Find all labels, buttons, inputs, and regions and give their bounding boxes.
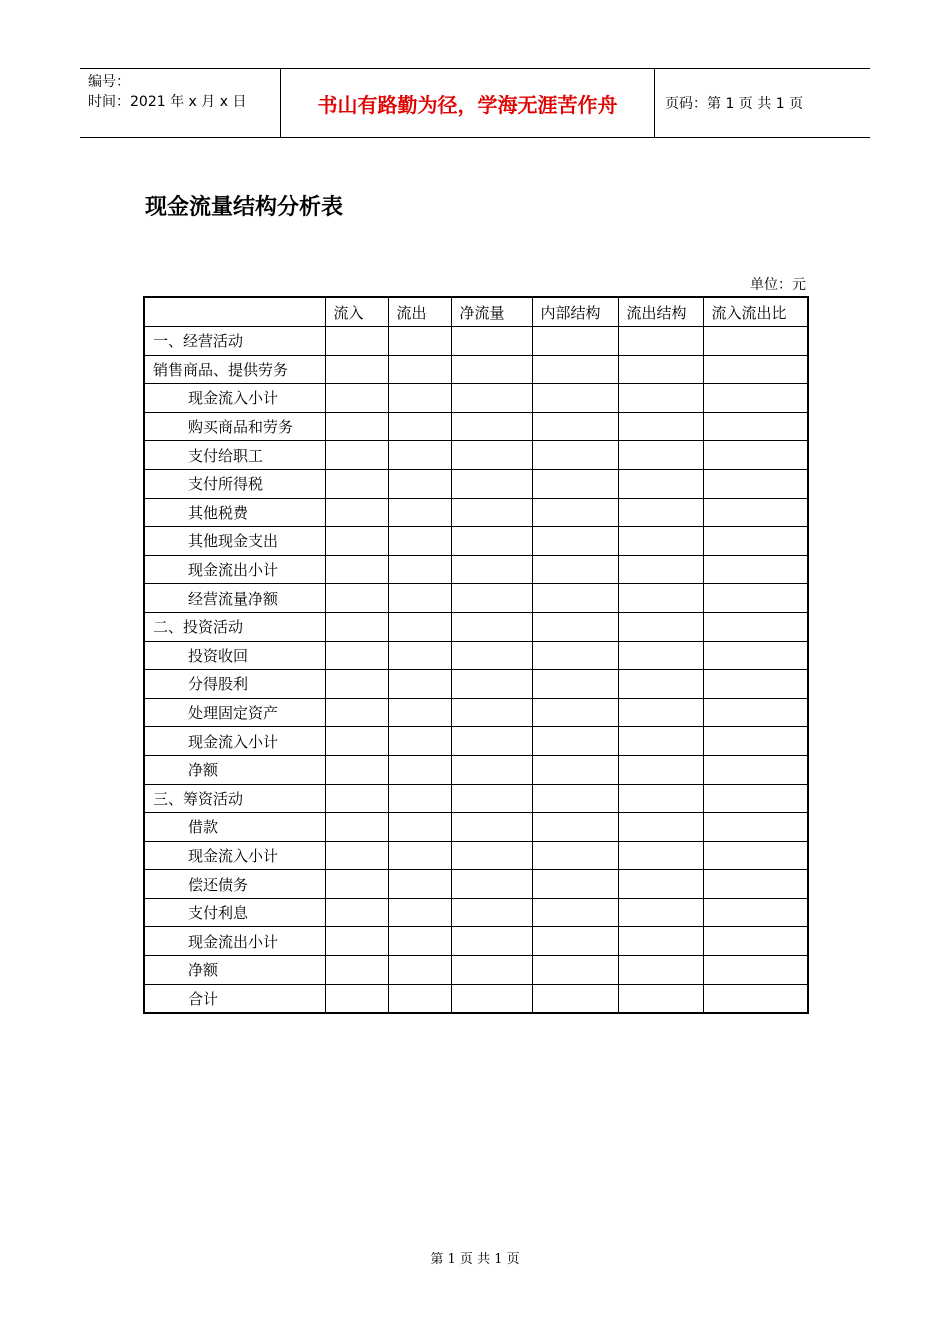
table-cell [451, 612, 532, 641]
table-cell [325, 670, 388, 699]
table-cell [388, 469, 451, 498]
table-cell [532, 469, 618, 498]
row-label: 偿还债务 [144, 870, 325, 899]
table-row [144, 469, 808, 498]
column-header: 流出 [388, 297, 451, 327]
table-cell [325, 412, 388, 441]
table-cell [618, 784, 703, 813]
row-label: 合计 [144, 984, 325, 1013]
table-cell [618, 527, 703, 556]
table-cell [451, 498, 532, 527]
table-cell [388, 698, 451, 727]
table-cell [703, 841, 808, 870]
table-cell [618, 755, 703, 784]
table-cell [325, 727, 388, 756]
table-cell [703, 355, 808, 384]
table-cell [703, 784, 808, 813]
row-label: 现金流入小计 [144, 727, 325, 756]
table-cell [325, 755, 388, 784]
table-cell [388, 727, 451, 756]
table-row [144, 984, 808, 1013]
table-row [144, 584, 808, 613]
table-cell [618, 898, 703, 927]
table-row [144, 527, 808, 556]
table-cell [532, 984, 618, 1013]
column-header: 净流量 [451, 297, 532, 327]
table-cell [703, 641, 808, 670]
table-row [144, 956, 808, 985]
doc-number-label: 编号： [88, 74, 130, 90]
row-label: 支付利息 [144, 898, 325, 927]
table-cell [388, 355, 451, 384]
row-label: 现金流出小计 [144, 555, 325, 584]
table-cell [703, 555, 808, 584]
table-cell [388, 555, 451, 584]
table-row [144, 441, 808, 470]
table-cell [451, 469, 532, 498]
table-cell [325, 555, 388, 584]
table-cell [388, 441, 451, 470]
column-header: 内部结构 [532, 297, 618, 327]
table-cell [388, 498, 451, 527]
row-label: 现金流出小计 [144, 927, 325, 956]
table-cell [703, 727, 808, 756]
table-cell [325, 498, 388, 527]
table-cell [532, 641, 618, 670]
table-cell [532, 755, 618, 784]
table-cell [325, 527, 388, 556]
table-body [144, 297, 808, 1013]
row-label: 净额 [144, 956, 325, 985]
table-cell [388, 412, 451, 441]
table-row [144, 384, 808, 413]
row-label: 二、投资活动 [144, 612, 325, 641]
table-cell [703, 984, 808, 1013]
table-cell [703, 698, 808, 727]
table-cell [325, 612, 388, 641]
table-cell [532, 813, 618, 842]
table-cell [451, 670, 532, 699]
row-label: 投资收回 [144, 641, 325, 670]
table-cell [532, 555, 618, 584]
table-cell [388, 813, 451, 842]
row-label: 支付所得税 [144, 469, 325, 498]
table-cell [618, 870, 703, 899]
header-motto: 书山有路勤为径，学海无涯苦作舟 [281, 69, 655, 137]
row-label: 经营流量净额 [144, 584, 325, 613]
table-row [144, 755, 808, 784]
table-cell [703, 670, 808, 699]
table-cell [703, 927, 808, 956]
page-header [80, 68, 870, 138]
table-cell [388, 327, 451, 356]
table-cell [388, 927, 451, 956]
table-cell [618, 612, 703, 641]
table-cell [618, 670, 703, 699]
table-cell [618, 469, 703, 498]
table-cell [325, 927, 388, 956]
column-header: 流入流出比 [703, 297, 808, 327]
table-cell [618, 498, 703, 527]
table-cell [325, 384, 388, 413]
row-label: 现金流入小计 [144, 384, 325, 413]
table-row [144, 841, 808, 870]
document-title: 现金流量结构分析表 [145, 195, 344, 220]
table-cell [703, 327, 808, 356]
row-label: 销售商品、提供劳务 [144, 355, 325, 384]
table-row [144, 355, 808, 384]
table-cell [618, 327, 703, 356]
table-cell [532, 384, 618, 413]
column-header: 流入 [325, 297, 388, 327]
table-cell [532, 498, 618, 527]
table-row [144, 784, 808, 813]
table-cell [451, 784, 532, 813]
table-cell [618, 584, 703, 613]
table-cell [703, 755, 808, 784]
table-cell [703, 898, 808, 927]
table-cell [451, 898, 532, 927]
table-cell [388, 641, 451, 670]
table-cell [451, 384, 532, 413]
table-cell [532, 612, 618, 641]
table-cell [618, 641, 703, 670]
table-cell [388, 841, 451, 870]
table-cell [618, 555, 703, 584]
row-label: 处理固定资产 [144, 698, 325, 727]
page-footer: 第 1 页 共 1 页 [430, 1252, 520, 1267]
table-cell [325, 469, 388, 498]
table-cell [451, 870, 532, 899]
table-cell [532, 927, 618, 956]
table-cell [618, 927, 703, 956]
table-row [144, 698, 808, 727]
header-page-info: 页码：第 1 页 共 1 页 [665, 96, 804, 112]
table-row [144, 412, 808, 441]
unit-label: 单位：元 [750, 277, 806, 293]
table-cell [532, 870, 618, 899]
table-row [144, 813, 808, 842]
table-cell [703, 469, 808, 498]
table-cell [532, 698, 618, 727]
table-cell [325, 698, 388, 727]
table-cell [388, 956, 451, 985]
table-row [144, 927, 808, 956]
table-cell [325, 355, 388, 384]
row-label: 其他税费 [144, 498, 325, 527]
row-label: 分得股利 [144, 670, 325, 699]
table-row [144, 670, 808, 699]
table-cell [325, 898, 388, 927]
table-cell [325, 870, 388, 899]
table-header-row [144, 297, 808, 327]
table-cell [618, 355, 703, 384]
row-label: 现金流入小计 [144, 841, 325, 870]
table-cell [532, 727, 618, 756]
table-cell [388, 612, 451, 641]
column-header [144, 297, 325, 327]
table-cell [532, 527, 618, 556]
table-row [144, 555, 808, 584]
table-cell [703, 870, 808, 899]
table-cell [532, 898, 618, 927]
table-row [144, 641, 808, 670]
table-cell [618, 984, 703, 1013]
column-header: 流出结构 [618, 297, 703, 327]
table-cell [703, 813, 808, 842]
table-cell [703, 384, 808, 413]
table-cell [451, 412, 532, 441]
table-cell [325, 813, 388, 842]
table-cell [388, 898, 451, 927]
table-cell [388, 755, 451, 784]
table-cell [532, 841, 618, 870]
table-cell [532, 956, 618, 985]
table-cell [532, 412, 618, 441]
table-cell [451, 813, 532, 842]
table-cell [703, 412, 808, 441]
table-cell [388, 584, 451, 613]
table-cell [388, 670, 451, 699]
table-cell [388, 527, 451, 556]
table-cell [451, 555, 532, 584]
table-cell [451, 984, 532, 1013]
table-cell [451, 327, 532, 356]
table-cell [532, 784, 618, 813]
table-cell [451, 927, 532, 956]
table-cell [325, 441, 388, 470]
table-cell [325, 584, 388, 613]
header-meta [80, 69, 281, 137]
table-cell [703, 584, 808, 613]
table-cell [451, 956, 532, 985]
table-cell [451, 841, 532, 870]
row-label: 借款 [144, 813, 325, 842]
table-cell [532, 327, 618, 356]
table-cell [451, 527, 532, 556]
table-cell [618, 384, 703, 413]
table-cell [618, 727, 703, 756]
table-cell [325, 984, 388, 1013]
table-row [144, 612, 808, 641]
row-label: 三、筹资活动 [144, 784, 325, 813]
table-cell [618, 841, 703, 870]
table-row [144, 498, 808, 527]
table-cell [325, 784, 388, 813]
table-cell [703, 441, 808, 470]
table-cell [451, 355, 532, 384]
table-cell [451, 727, 532, 756]
table-cell [618, 412, 703, 441]
row-label: 支付给职工 [144, 441, 325, 470]
table-cell [388, 870, 451, 899]
row-label: 其他现金支出 [144, 527, 325, 556]
table-cell [451, 755, 532, 784]
row-label: 净额 [144, 755, 325, 784]
table-row [144, 727, 808, 756]
table-cell [703, 527, 808, 556]
table-cell [388, 384, 451, 413]
row-label: 一、经营活动 [144, 327, 325, 356]
table-cell [451, 441, 532, 470]
table-cell [618, 813, 703, 842]
table-cell [703, 612, 808, 641]
table-cell [532, 355, 618, 384]
table-cell [325, 641, 388, 670]
table-cell [451, 641, 532, 670]
table-cell [703, 956, 808, 985]
table-cell [451, 584, 532, 613]
table-cell [703, 498, 808, 527]
table-cell [325, 841, 388, 870]
table-cell [618, 956, 703, 985]
table-row [144, 898, 808, 927]
table-cell [532, 441, 618, 470]
cash-flow-table [143, 296, 809, 1014]
table-cell [618, 698, 703, 727]
table-cell [388, 784, 451, 813]
table-cell [618, 441, 703, 470]
table-cell [325, 956, 388, 985]
table-row [144, 870, 808, 899]
table-row [144, 327, 808, 356]
table-cell [532, 670, 618, 699]
table-cell [388, 984, 451, 1013]
row-label: 购买商品和劳务 [144, 412, 325, 441]
table-cell [532, 584, 618, 613]
doc-date: 时间：2021 年 x 月 x 日 [88, 94, 247, 110]
table-cell [325, 327, 388, 356]
table-cell [451, 698, 532, 727]
